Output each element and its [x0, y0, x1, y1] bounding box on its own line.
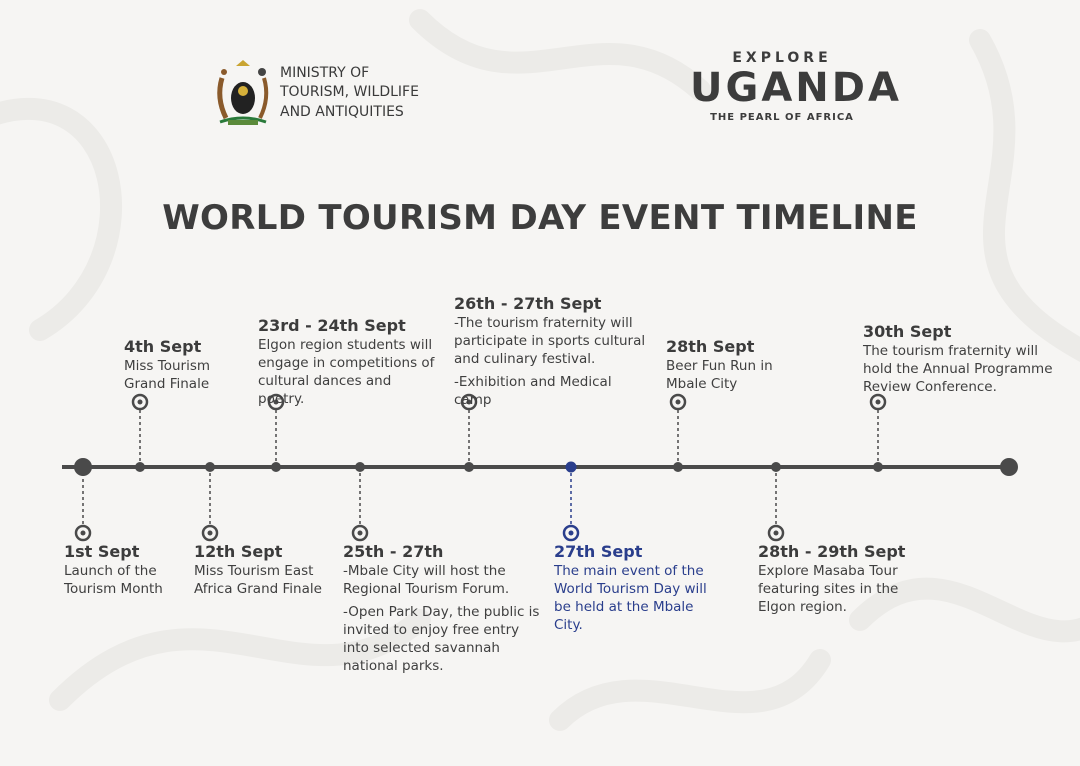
timeline-dot — [205, 462, 215, 472]
event-description: -The tourism fraternity will participate in sports cultural and culinary festival. — [454, 315, 646, 367]
event-description: -Exhibition and Medical camp — [454, 374, 612, 408]
event-ring-center — [774, 531, 779, 536]
event-ring-center — [676, 400, 681, 405]
timeline-dot — [135, 462, 145, 472]
event-ring-center — [81, 531, 86, 536]
event-30th-sept — [863, 322, 1053, 396]
event-date: 26th - 27th Sept — [454, 294, 602, 313]
event-description: Elgon region students will engage in competitions of cultural dances and poetry. — [258, 337, 435, 407]
timeline-end-cap — [1000, 458, 1018, 476]
event-28th-29th-sept — [758, 542, 918, 616]
event-description: Explore Masaba Tour featuring sites in the Elgon region. — [758, 563, 899, 615]
event-description: Launch of the Tourism Month — [64, 563, 163, 597]
event-description: -Mbale City will host the Regional Tourism Forum. — [343, 563, 510, 597]
timeline-dot — [355, 462, 365, 472]
timeline-dot — [771, 462, 781, 472]
event-description: Miss Tourism Grand Finale — [124, 358, 211, 392]
event-1st-sept — [64, 542, 194, 598]
brand-tagline: THE PEARL OF AFRICA — [710, 112, 854, 123]
timeline-dot — [566, 462, 577, 473]
brand-explore-text: EXPLORE — [732, 50, 832, 66]
event-date: 28th Sept — [666, 337, 755, 356]
timeline-dot — [271, 462, 281, 472]
event-description: Miss Tourism East Africa Grand Finale — [194, 563, 322, 597]
event-12th-sept — [194, 542, 324, 598]
event-ring-center — [569, 531, 574, 536]
event-27th-sept-main — [554, 542, 714, 634]
event-ring-center — [876, 400, 881, 405]
event-description: The main event of the World Tourism Day will be held at the Mbale City. — [554, 563, 707, 633]
event-ring-center — [358, 531, 363, 536]
ministry-name: MINISTRY OF TOURISM, WILDLIFE AND ANTIQUITIES — [280, 64, 419, 120]
event-28th-sept — [666, 337, 786, 393]
event-4th-sept — [124, 337, 239, 393]
event-26th-27th-sept — [454, 294, 650, 409]
event-date: 30th Sept — [863, 322, 952, 341]
event-date: 25th - 27th — [343, 542, 444, 561]
event-date: 28th - 29th Sept — [758, 542, 906, 561]
event-description: Beer Fun Run in Mbale City — [666, 358, 773, 392]
event-description: The tourism fraternity will hold the Annual Programme Review Conference. — [863, 343, 1053, 395]
page-title: WORLD TOURISM DAY EVENT TIMELINE — [162, 198, 918, 238]
event-date: 23rd - 24th Sept — [258, 316, 406, 335]
event-date: 27th Sept — [554, 542, 643, 561]
event-ring-center — [208, 531, 213, 536]
event-ring-center — [138, 400, 143, 405]
event-description: -Open Park Day, the public is invited to enjoy free entry into selected savannah national parks. — [343, 604, 540, 674]
event-date: 1st Sept — [64, 542, 140, 561]
event-date: 12th Sept — [194, 542, 283, 561]
event-25th-27th — [343, 542, 543, 675]
event-23rd-24th-sept — [258, 316, 438, 408]
timeline-dot — [673, 462, 683, 472]
timeline-dot — [464, 462, 474, 472]
timeline-dot — [873, 462, 883, 472]
event-date: 4th Sept — [124, 337, 202, 356]
brand-uganda-text: UGANDA — [690, 65, 902, 111]
